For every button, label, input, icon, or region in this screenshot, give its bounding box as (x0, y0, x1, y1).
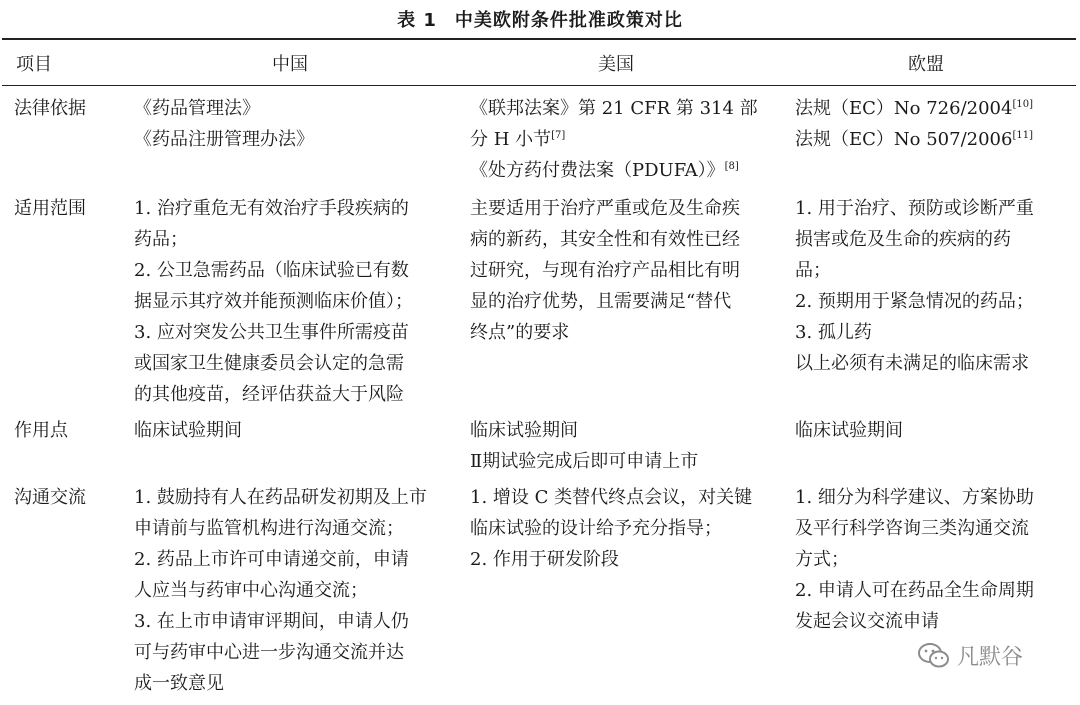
cell-line: 及平行科学咨询三类沟通交流 (795, 518, 1029, 539)
cell-line: 以上必须有未满足的临床需求 (795, 353, 1029, 374)
cell-line: 1. 用于治疗、预防或诊断严重 (795, 198, 1034, 219)
cell-line: 药品； (134, 229, 188, 250)
cell-line: 2. 药品上市许可申请递交前，申请 (134, 549, 409, 570)
cell-action-us (470, 415, 698, 477)
cell-legal-china (134, 93, 314, 155)
cell-line: 申请前与监管机构进行沟通交流； (134, 518, 404, 539)
cell-line: 成一致意见 (134, 673, 224, 694)
cell-comm-eu (795, 482, 1034, 637)
row-label-scope: 适用范围 (14, 198, 86, 219)
citation: [11] (1012, 130, 1033, 141)
cell-line: 品； (795, 260, 831, 281)
row-label-legal-basis: 法律依据 (14, 98, 86, 119)
watermark (917, 640, 1023, 671)
table-title: 中美欧附条件批准政策对比 (454, 10, 683, 31)
cell-line: 主要适用于治疗严重或危及生命疾 (470, 198, 740, 219)
cell-line: 2. 公卫急需药品（临床试验已有数 (134, 260, 409, 281)
cell-line: 病的新药，其安全性和有效性已经 (470, 229, 740, 250)
header-item: 项目 (16, 54, 52, 75)
cell-line: 临床试验期间 (134, 420, 242, 441)
cell-line: 临床试验期间 (795, 420, 903, 441)
cell-scope-us (470, 193, 740, 348)
cell-line: 方式； (795, 549, 849, 570)
cell-line: 2. 预期用于紧急情况的药品； (795, 291, 1034, 312)
cell-line: Ⅱ期试验完成后即可申请上市 (470, 451, 699, 472)
cell-legal-eu (795, 93, 1033, 155)
row-label-communication: 沟通交流 (14, 487, 86, 508)
top-rule (2, 38, 1076, 40)
cell-line: 临床试验的设计给予充分指导； (470, 518, 722, 539)
citation: [7] (551, 130, 566, 141)
cell-line: 分 H 小节[7] (470, 129, 566, 150)
cell-line: 《药品注册管理办法》 (134, 129, 314, 150)
cell-scope-eu (795, 193, 1034, 379)
cell-line: 3. 孤儿药 (795, 322, 872, 343)
cell-legal-us (470, 93, 758, 186)
cell-line: 3. 应对突发公共卫生事件所需疫苗 (134, 322, 409, 343)
cell-line: 发起会议交流申请 (795, 611, 939, 632)
watermark-text: 凡默谷 (957, 645, 1024, 670)
cell-line: 《处方药付费法案（PDUFA）》[8] (470, 160, 739, 181)
cell-line: 法规（EC）No 507/2006[11] (795, 129, 1033, 150)
cell-line: 1. 增设 C 类替代终点会议，对关键 (470, 487, 753, 508)
cell-line: 据显示其疗效并能预测临床价值）； (134, 291, 413, 312)
header-rule (2, 85, 1076, 86)
table-caption (0, 6, 1080, 32)
cell-line: 2. 申请人可在药品全生命周期 (795, 580, 1034, 601)
cell-line: 3. 在上市申请审评期间，申请人仍 (134, 611, 409, 632)
cell-line: 2. 作用于研发阶段 (470, 549, 619, 570)
cell-line: 显的治疗优势，且需要满足“替代 (470, 291, 732, 312)
cell-comm-us (470, 482, 752, 575)
header-china: 中国 (272, 54, 308, 75)
header-eu: 欧盟 (908, 54, 944, 75)
cell-line: 或国家卫生健康委员会认定的急需 (134, 353, 404, 374)
cell-line: 1. 治疗重危无有效治疗手段疾病的 (134, 198, 409, 219)
wechat-icon (917, 642, 951, 670)
cell-line: 的其他疫苗，经评估获益大于风险 (134, 384, 404, 405)
cell-line: 《药品管理法》 (134, 98, 260, 119)
cell-line: 临床试验期间 (470, 420, 578, 441)
cell-line: 损害或危及生命的疾病的药 (795, 229, 1011, 250)
cell-line: 1. 鼓励持有人在药品研发初期及上市 (134, 487, 427, 508)
cell-line: 可与药审中心进一步沟通交流并达 (134, 642, 404, 663)
row-label-action-point: 作用点 (14, 420, 68, 441)
cell-line: 过研究，与现有治疗产品相比有明 (470, 260, 740, 281)
cell-line: 终点”的要求 (470, 322, 570, 343)
cell-line: 人应当与药审中心沟通交流； (134, 580, 368, 601)
cell-line: 法规（EC）No 726/2004[10] (795, 98, 1033, 119)
cell-comm-china (134, 482, 427, 699)
cell-action-china (134, 415, 242, 446)
cell-line: 《联邦法案》第 21 CFR 第 314 部 (470, 98, 758, 119)
citation: [8] (724, 161, 739, 172)
table-number: 表 1 (397, 10, 437, 31)
citation: [10] (1012, 99, 1033, 110)
cell-line: 1. 细分为科学建议、方案协助 (795, 487, 1034, 508)
cell-action-eu (795, 415, 903, 446)
header-us: 美国 (598, 54, 634, 75)
cell-scope-china (134, 193, 413, 410)
